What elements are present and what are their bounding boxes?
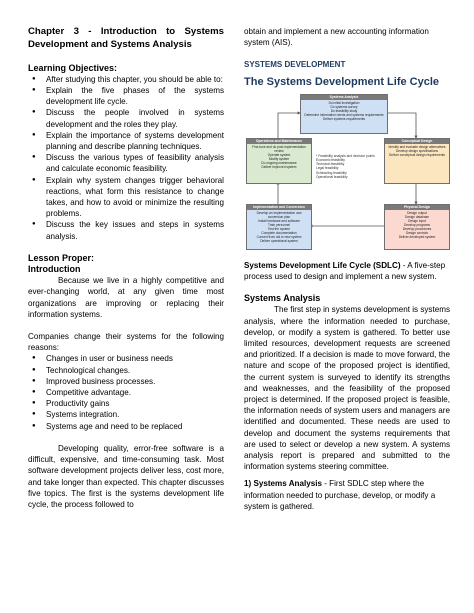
feasibility-item: * Feasibility analysis and decision points [316,153,375,158]
operations-maintenance-box [246,138,312,184]
box-item: Complete documentation [261,231,297,236]
box-title: Systems Analysis [301,95,387,100]
box-item: Operate system [267,153,291,157]
box-item: Develop an implementation and conversion plan [256,210,302,219]
physical-design-box [384,204,450,250]
box-title: Physical Design [385,205,449,210]
objective-item: ● Explain the importance of systems development planning and describe planning techniques. [28,130,224,152]
box-title: Implementation and Conversion [247,205,311,210]
box-item: Deliver systems requirements [323,117,365,122]
left-column [28,26,224,510]
feasibility-item: Economic feasibility [316,158,345,163]
box-item: Design input [408,219,426,223]
section-heading: SYSTEMS DEVELOPMENT [244,60,346,70]
box-item: Develop procedures [402,227,432,232]
step-one-text: - First SDLC step where the information needed to purchase, develop, or modify a system is gathered. [244,479,436,511]
box-item: Deliver developed system [398,235,436,240]
step-one-term: 1) Systems Analysis [244,479,322,489]
box-title: Operations and Maintenance [247,139,311,144]
box-item: Do feasibility study [330,109,358,113]
feasibility-item: Legal feasibility [316,166,339,171]
sdlc-diagram [244,94,450,252]
implementation-conversion-box [246,204,312,250]
feasibility-notes [316,154,382,179]
systems-analysis-box [300,94,388,134]
sdlc-definition-term: Systems Development Life Cycle (SDLC) [244,260,401,270]
feasibility-item: Scheduling feasibility [316,170,347,175]
box-item: Develop design specifications [396,148,438,153]
chapter-title-line2: Development and Systems Analysis [28,38,192,50]
development-paragraph: Developing quality, error-free software is a difficult, expensive, and time-consuming task. Most software development projects deliver less, cost more, and take longer than expected. This chapter discusses five topics. The first is the systems development life cycle, the process followed to [28,443,224,509]
objective-item: ● Discuss the key issues and steps in systems analysis. [28,219,224,241]
reasons-list [28,353,224,431]
sdlc-definition-text: - A five-step process used to design and implement a new system. [244,260,446,282]
box-item: Determine information needs and systems requirements [304,113,384,118]
box-item: Design database [405,214,429,219]
reason-item: ● Competitive advantage. [28,387,224,398]
reason-item: ● Improved business processes. [28,376,224,387]
objective-item: ● Discuss the various types of feasibility analysis and calculate economic feasibility. [28,152,224,174]
box-item: Install hardware and software [258,219,300,223]
box-item: Deliver conceptual design requirements [389,153,445,157]
box-item: Do initial investigation [328,100,360,105]
objectives-heading: Learning Objectives: [28,62,118,73]
box-item: Design controls [406,231,428,236]
sdlc-heading: The Systems Development Life Cycle [244,75,440,88]
systems-analysis-heading: Systems Analysis [244,293,321,304]
objective-item: ● After studying this chapter, you should be able to: [28,74,224,85]
box-item: Convert from old to new system [256,235,302,240]
box-item: Fine-tune and do post-implementation review [252,144,306,153]
chapter-title-line1: Chapter 3 - Introduction to Systems [28,26,224,37]
introduction-heading: Introduction [28,264,81,275]
right-column [244,26,450,512]
reason-item: ● Changes in user or business needs [28,353,224,364]
chapter-title [28,26,224,52]
reason-item: ● Systems age and need to be replaced [28,421,224,432]
reason-item: ● Technological changes. [28,365,224,376]
conceptual-design-box [384,138,450,184]
feasibility-item: Operational feasibility [316,174,348,179]
box-item: Deliver operational system [260,239,298,244]
box-item: Deliver improved system [261,165,297,170]
feasibility-item: Technical feasibility [316,162,345,167]
objective-item: ● Explain the five phases of the systems development life cycle. [28,85,224,107]
reason-item: ● Systems integration. [28,409,224,420]
step-one-definition [244,478,450,512]
box-item: Modify system [268,157,290,162]
box-item: Test the system [267,227,291,232]
box-item: Do systems survey [330,104,358,109]
lesson-proper-heading: Lesson Proper: [28,252,95,263]
objective-item: ● Discuss the people involved in systems development and the roles they play. [28,107,224,129]
intro-paragraph: Because we live in a highly competitive and ever-changing world, at any given time most organizations are improving or replacing their information systems. [28,276,224,319]
objective-item: ● Explain why system changes trigger behavioral reactions, what form this resistance to change takes, and how to avoid or minimize the resulting problems. [28,175,224,220]
reasons-intro: Companies change their systems for the following reasons: [28,332,224,353]
box-item: Train personnel [267,223,291,228]
box-item: Design output [407,210,427,215]
systems-analysis-paragraph: The first step in systems development is systems analysis, where the information needed to purchase, develop, or modify a system is gathered. To better use limited resources, development requests are screened and prioritized. If a decision is made to move forward, the nature and scope of the proposed project is identified, the current system is surveyed to identify its strengths and weaknesses, and the feasibility of the proposed project is determined. If the proposed project is feasible, the information needs of system users and managers are identified and documented. These needs are used to develop and document the systems requirements that are used to select or develop a new system. A systems analysis report is prepared and submitted to the information systems steering committee. [244,305,450,472]
sdlc-definition [244,260,450,282]
box-item: Identify and evaluate design alternatives [388,144,446,149]
box-item: Develop programs [403,223,431,228]
reason-item: ● Productivity gains [28,398,224,409]
box-title: Conceptual Design [385,139,449,144]
objectives-list [28,74,224,242]
continuation-text: obtain and implement a new accounting information system (AIS). [244,27,429,48]
box-item: Do ongoing maintenance [261,161,297,166]
